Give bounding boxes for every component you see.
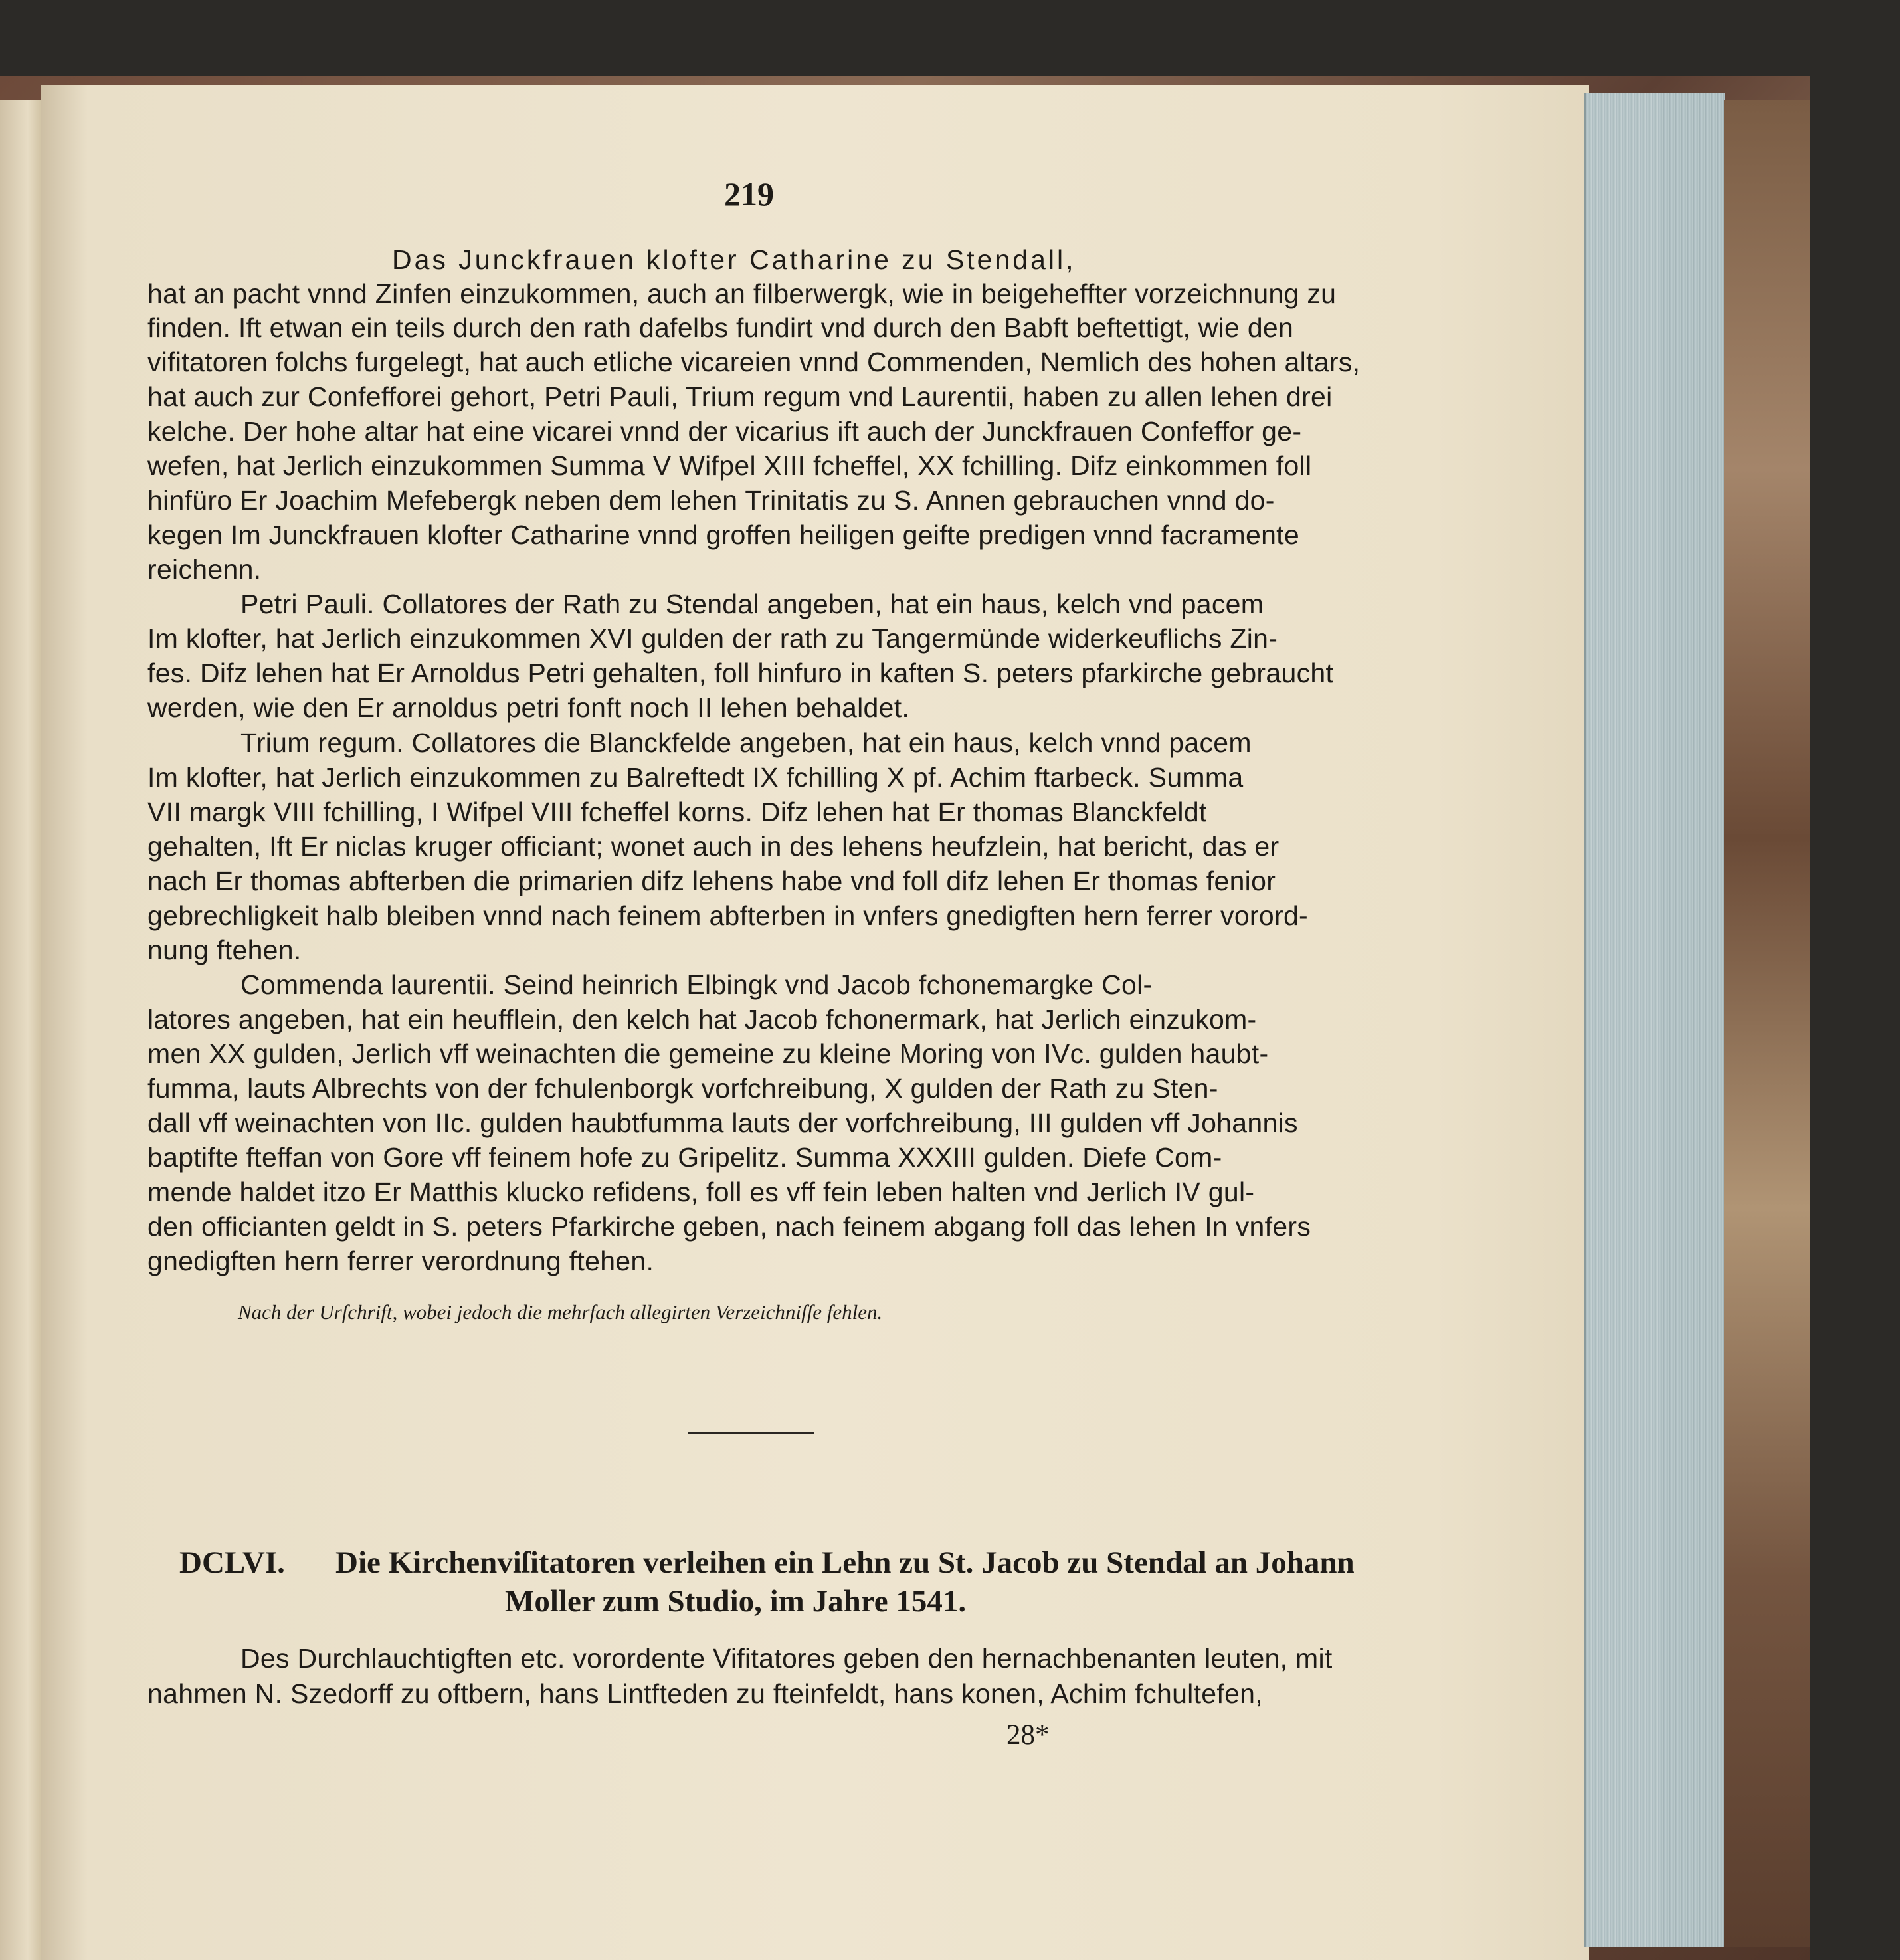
- marbled-board: [1724, 100, 1810, 1947]
- body-line: Des Durchlauchtigften etc. vorordente Vifitatores geben den hernachbenanten leuten, mit: [240, 1643, 1333, 1674]
- body-line: dall vff weinachten von IIc. gulden haubtfumma lauts der vorfchreibung, III gulden vff Johannis: [147, 1108, 1298, 1138]
- body-line: men XX gulden, Jerlich vff weinachten die gemeine zu kleine Moring von IVc. gulden haubt-: [147, 1038, 1269, 1069]
- page-block-edge: [1584, 93, 1725, 1947]
- document-heading: Die Kirchenviſitatoren verleihen ein Lehn zu St. Jacob zu Stendal an Johann: [335, 1545, 1355, 1580]
- body-line: Das Junckfrauen klofter Catharine zu Stendall,: [392, 245, 1076, 275]
- body-line: baptifte fteffan von Gore vff feinem hofe zu Gripelitz. Summa XXXIII gulden. Diefe Com-: [147, 1142, 1222, 1173]
- page-number: 219: [724, 175, 774, 213]
- body-line: nahmen N. Szedorff zu oftbern, hans Lintfteden zu fteinfeldt, hans konen, Achim fchultefen,: [147, 1678, 1263, 1709]
- body-line: Petri Pauli. Collatores der Rath zu Stendal angeben, hat ein haus, kelch vnd pacem: [240, 589, 1264, 619]
- body-line: latores angeben, hat ein heufflein, den kelch hat Jacob fchonermark, hat Jerlich einzukom-: [147, 1004, 1257, 1034]
- body-line: Commenda laurentii. Seind heinrich Elbingk vnd Jacob fchonemargke Col-: [240, 969, 1153, 1000]
- source-note: Nach der Urſchrift, wobei jedoch die mehrfach allegirten Verzeichniſſe fehlen.: [238, 1300, 883, 1323]
- body-line: finden. Ift etwan ein teils durch den rath dafelbs fundirt vnd durch den Babft beftettigt, wie den: [147, 312, 1294, 343]
- body-line: Im klofter, hat Jerlich einzukommen XVI gulden der rath zu Tangermünde widerkeuflichs Zin-: [147, 623, 1278, 654]
- document-heading-continued: Moller zum Studio, im Jahre 1541.: [505, 1584, 967, 1618]
- body-line: Trium regum. Collatores die Blanckfelde angeben, hat ein haus, kelch vnnd pacem: [240, 728, 1252, 758]
- body-line: fumma, lauts Albrechts von der fchulenborgk vorfchreibung, X gulden der Rath zu Sten-: [147, 1073, 1218, 1104]
- body-line: den officianten geldt in S. peters Pfarkirche geben, nach feinem abgang foll das lehen In vnfers: [147, 1211, 1311, 1242]
- body-line: kegen Im Junckfrauen klofter Catharine vnnd groffen heiligen geifte predigen vnnd facramente: [147, 520, 1299, 550]
- body-line: Im klofter, hat Jerlich einzukommen zu Balreftedt IX fchilling X pf. Achim ftarbeck. Summa: [147, 762, 1244, 793]
- body-line: wefen, hat Jerlich einzukommen Summa V Wifpel XIII fcheffel, XX fchilling. Difz einkommen foll: [147, 450, 1312, 481]
- body-line: hinfüro Er Joachim Mefebergk neben dem lehen Trinitatis zu S. Annen gebrauchen vnnd do-: [147, 485, 1275, 516]
- body-line: nach Er thomas abfterben die primarien difz lehens habe vnd foll difz lehen Er thomas fenior: [147, 866, 1276, 896]
- body-line: gnedigften hern ferrer verordnung ftehen.: [147, 1246, 654, 1276]
- body-line: mende haldet itzo Er Matthis klucko refidens, foll es vff fein leben halten vnd Jerlich IV gul-: [147, 1177, 1255, 1207]
- body-line: hat auch zur Confefforei gehort, Petri Pauli, Trium regum vnd Laurentii, haben zu allen lehen drei: [147, 381, 1333, 412]
- signature-mark: 28*: [1006, 1719, 1050, 1751]
- body-line: kelche. Der hohe altar hat eine vicarei vnnd der vicarius ift auch der Junckfrauen Confeffor ge-: [147, 416, 1302, 446]
- body-line: werden, wie den Er arnoldus petri fonft noch II lehen behaldet.: [147, 692, 910, 723]
- body-line: hat an pacht vnnd Zinfen einzukommen, auch an filberwergk, wie in beigeheffter vorzeichnung zu: [147, 278, 1337, 309]
- body-line: fes. Difz lehen hat Er Arnoldus Petri gehalten, foll hinfuro in kaften S. peters pfarkirche gebraucht: [147, 658, 1334, 688]
- body-line: VII margk VIII fchilling, I Wifpel VIII fcheffel korns. Difz lehen hat Er thomas Blanckfeldt: [147, 797, 1207, 827]
- section-divider: [688, 1432, 814, 1434]
- body-line: vifitatoren folchs furgelegt, hat auch etliche vicareien vnnd Commenden, Nemlich des hohen altars,: [147, 347, 1361, 377]
- body-line: gehalten, Ift Er niclas kruger officiant; wonet auch in des lehens heufzlein, hat bericht, das er: [147, 831, 1280, 862]
- body-line: nung ftehen.: [147, 935, 302, 965]
- left-page-edge: [0, 100, 47, 1960]
- document-number: DCLVI.: [179, 1545, 285, 1580]
- body-line: reichenn.: [147, 554, 262, 585]
- body-line: gebrechligkeit halb bleiben vnnd nach feinem abfterben in vnfers gnedigften hern ferrer vorord-: [147, 900, 1308, 931]
